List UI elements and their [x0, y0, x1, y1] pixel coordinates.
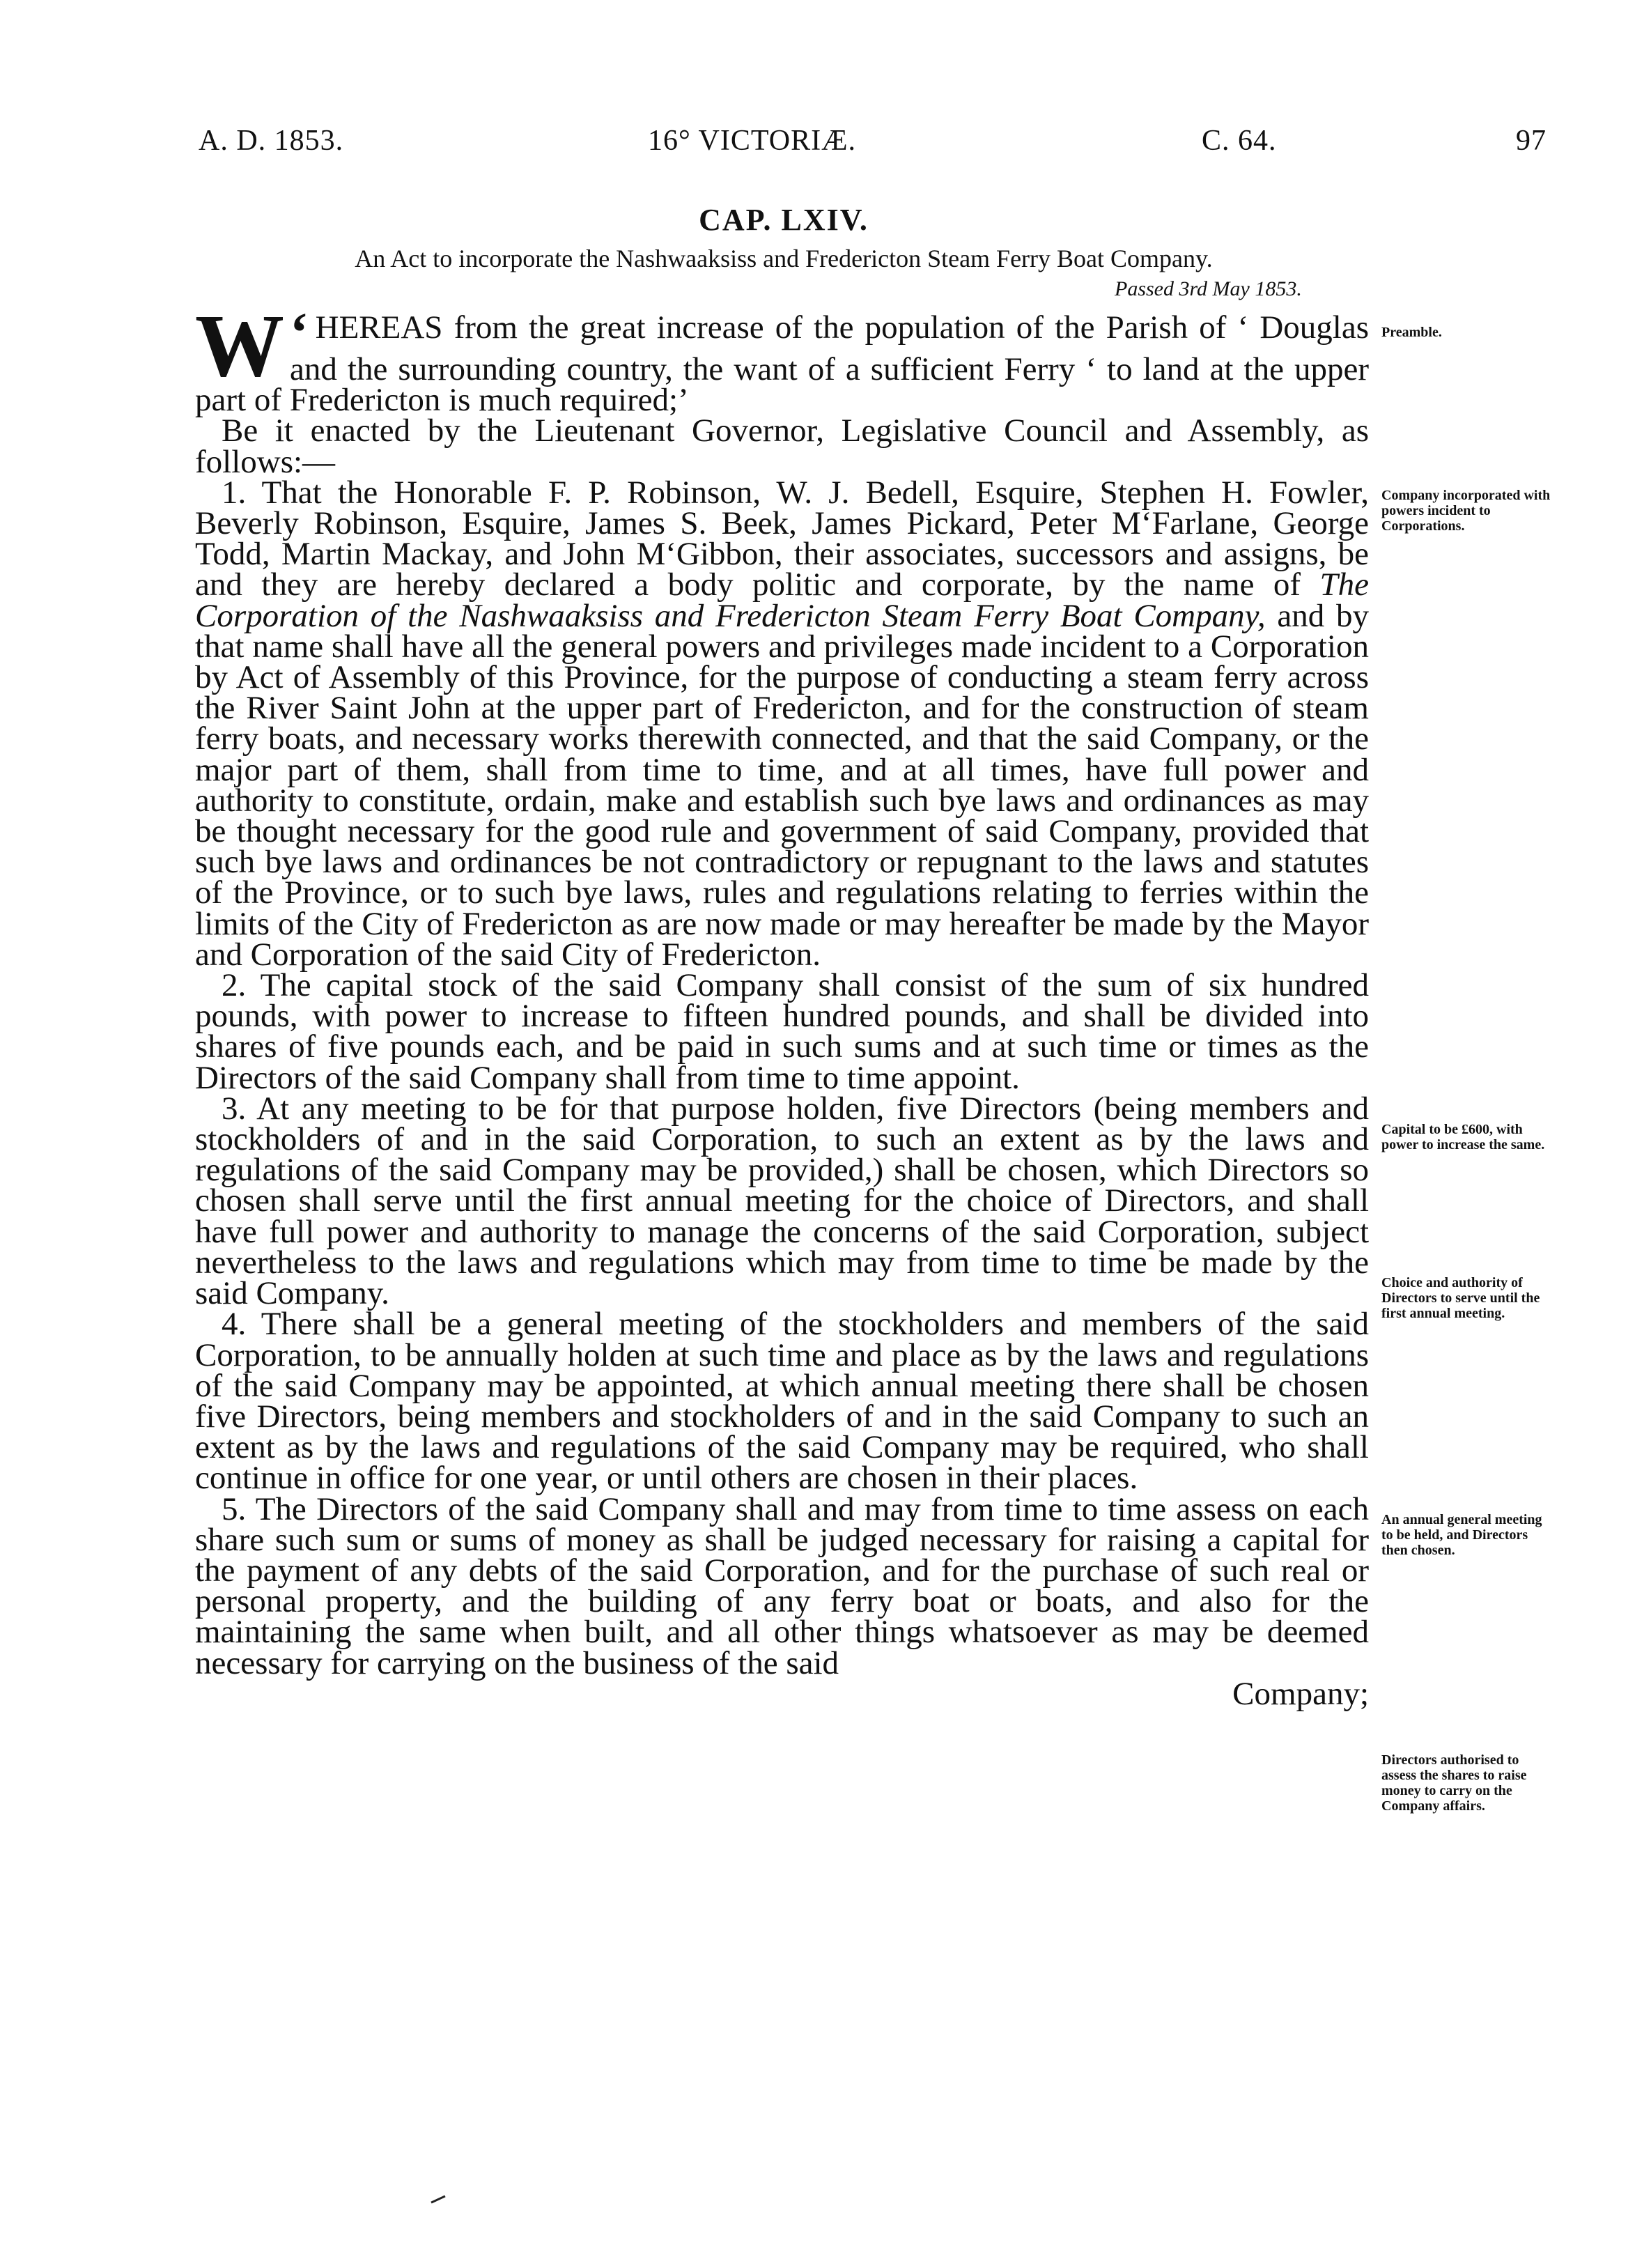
- chapter-heading: CAP. LXIV.: [699, 203, 869, 237]
- act-title: An Act to incorporate the Nashwaaksiss and Fredericton Steam Ferry Boat Company.: [355, 245, 1213, 272]
- preamble-open-quote: ‘: [290, 302, 309, 364]
- catchword: Company;: [1232, 1675, 1369, 1712]
- marginal-note-choice: Choice and authority of Directors to serve until the first annual meeting.: [1381, 1275, 1540, 1321]
- marginal-note-company: Company incorporated with powers incident to Corporations.: [1381, 488, 1551, 534]
- header-reign: 16° VICTORIÆ.: [648, 125, 856, 157]
- marginal-note-directors: Directors authorised to assess the shares to raise money to carry on the Company affairs.: [1381, 1752, 1527, 1814]
- header-year: A. D. 1853.: [199, 125, 344, 157]
- marginal-note-capital: Capital to be £600, with power to increase the same.: [1381, 1122, 1545, 1152]
- header-chapter: C. 64.: [1202, 125, 1277, 157]
- act-body: [195, 296, 1370, 1712]
- ink-speck: [431, 2195, 445, 2203]
- marginal-note-annual-meeting: An annual general meeting to be held, and Directors then chosen.: [1381, 1512, 1542, 1558]
- corporation-name: The Corporation of the Nashwaaksiss and Fredericton Steam Ferry Boat Company,: [195, 566, 1370, 634]
- section-1: [195, 474, 1370, 973]
- section-5: 5. The Directors of the said Company shall and may from time to time assess on each share such sum or sums of money as shall be judged necessary for raising a capital for the payment of any debts of the said Corporation, and for the purchase of such real or personal property, and the building of any ferry boat or boats, and also for the maintaining the same when built, and all other things whatsoever as may be deemed necessary for carrying on the business of the said: [195, 1490, 1369, 1681]
- page-number: 97: [1516, 125, 1547, 157]
- preamble-text: HEREAS from the great increase of the population of the Parish of ‘ Douglas and the surrounding country, the want of a sufficient Ferry ‘ to land at the upper part of Fredericton is much required;’: [195, 309, 1369, 419]
- section-3: 3. At any meeting to be for that purpose holden, five Directors (being members and stockholders of and in the said Corporation, to such an extent as by the laws and regulations of the said Company may be provided,) shall be chosen, which Directors so chosen shall serve until the first annual meeting for the choice of Directors, and shall have full power and authority to manage the concerns of the said Corporation, subject nevertheless to the laws and regulations which may from time to time be made by the said Company.: [195, 1090, 1369, 1312]
- drop-cap: W: [195, 296, 284, 395]
- section-2: 2. The capital stock of the said Company shall consist of the sum of six hundred pounds, with power to increase to fifteen hundred pounds, and shall be divided into shares of five pounds each, and be paid in such sums and at such time or times as the Directors of the said Company shall from time to time appoint.: [195, 967, 1369, 1096]
- enacting-clause: Be it enacted by the Lieutenant Governor, Legislative Council and Assembly, as follows:—: [195, 412, 1369, 480]
- section-4: 4. There shall be a general meeting of the stockholders and members of the said Corporation, to be annually holden at such time and place as by the laws and regulations of the said Company may be appointed, at which annual meeting there shall be chosen five Directors, being members and stockholders of and in the said Company to such an extent as by the laws and regulations of the said Company may be required, who shall continue in office for one year, or until others are chosen in their places.: [195, 1306, 1369, 1497]
- preamble-paragraph: [195, 296, 1369, 419]
- section-1-text: 1. That the Honorable F. P. Robinson, W. J. Bedell, Esquire, Stephen H. Fowler, Beverly Robinson, Esquire, James S. Beek, James Pickard, Peter M‘Farlane, George Todd, Martin Mackay, and John M‘Gibbon, their associates, successors and assigns, be and they are hereby declared a body politic and corporate, by the name of: [195, 474, 1369, 603]
- passed-date: Passed 3rd May 1853.: [1115, 277, 1302, 300]
- running-header: [199, 124, 1547, 180]
- marginal-note-preamble: Preamble.: [1381, 325, 1442, 340]
- section-1-rest: and by that name shall have all the general powers and privileges made incident to a Corporation by Act of Assembly of this Province, for the purpose of conducting a steam ferry across the River Saint John at the upper part of Fredericton, and for the construction of steam ferry boats, and necessary works therewith connected, and that the said Company, or the major part of them, shall from time to time, and at all times, have full power and authority to constitute, ordain, make and establish such bye laws and ordinances as may be thought necessary for the good rule and government of said Company, provided that such bye laws and ordinances be not contradictory or repugnant to the laws and statutes of the Province, or to such bye laws, rules and regulations relating to ferries within the limits of the City of Fredericton as are now made or may hereafter be made by the Mayor and Corporation of the said City of Fredericton.: [195, 597, 1370, 973]
